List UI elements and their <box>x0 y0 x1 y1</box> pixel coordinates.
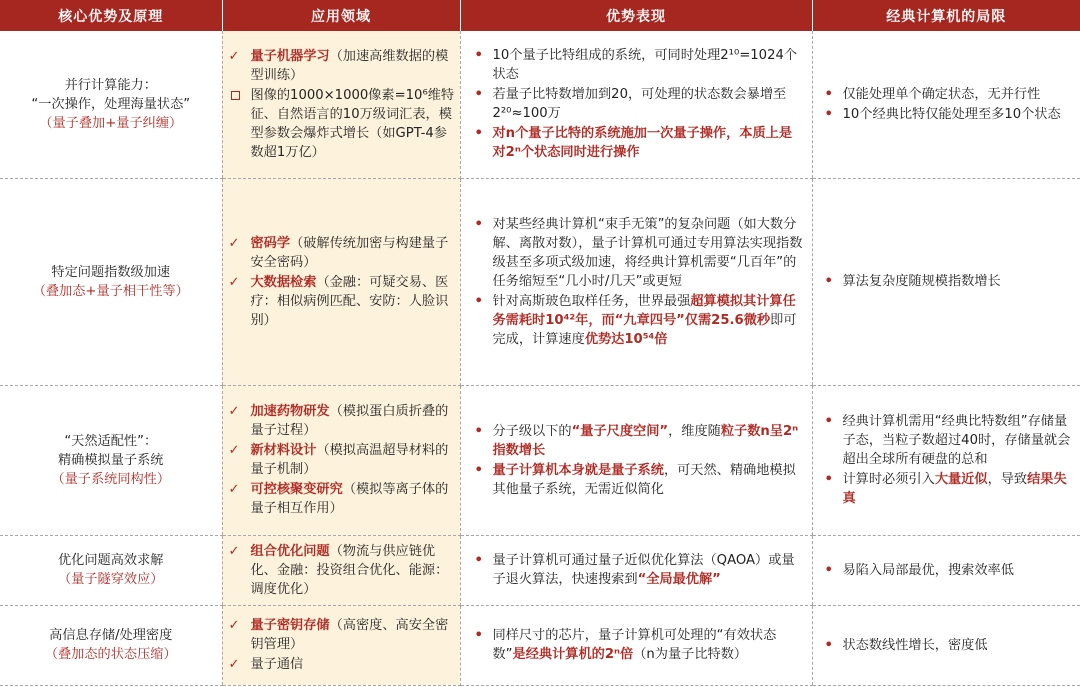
application-title: 量子密钥存储 <box>250 618 330 633</box>
application-item <box>229 480 456 518</box>
limitation-cell <box>812 535 1080 605</box>
advantage-cell <box>460 178 812 385</box>
limitation-cell <box>812 385 1080 535</box>
check-icon: ✓ <box>228 404 240 419</box>
application-item <box>229 655 456 674</box>
limitation-item <box>825 636 1075 655</box>
advantage-item <box>475 215 804 291</box>
bullet-icon: • <box>474 628 483 643</box>
limitation-text: 计算时必须引入 <box>842 472 935 487</box>
advantage-highlight: 粒子数n呈2ⁿ指数增长 <box>492 423 799 458</box>
table-row <box>0 605 1080 685</box>
advantage-item <box>475 85 804 123</box>
check-icon: ✓ <box>228 235 240 251</box>
application-item <box>229 234 456 272</box>
bullet-icon: • <box>474 87 483 103</box>
bullet-icon: • <box>824 562 833 578</box>
check-icon: ✓ <box>228 657 240 672</box>
application-desc: （模拟等离子体的量子相互作用） <box>250 482 449 516</box>
advantage-text: 量子计算机可通过量子近似优化算法（QAOA）或量子退火算法，快速搜索到 <box>492 553 795 587</box>
application-desc: 图像的1000×1000像素=10⁶维特征、自然语言的10万级词汇表，模型参数会爆炸式增长（如GPT-4参数超1万亿） <box>250 87 455 160</box>
header-principle: 核心优势及原理 <box>0 0 222 31</box>
bullet-icon: • <box>824 274 833 289</box>
application-cell <box>222 178 460 385</box>
application-title: 密码学 <box>250 235 291 251</box>
advantage-text: 即可完成，计算速度 <box>492 312 797 347</box>
advantage-item <box>475 124 804 162</box>
application-item <box>229 441 456 479</box>
application-cell <box>222 385 460 535</box>
check-icon: ✓ <box>228 482 240 497</box>
application-title: 新材料设计 <box>250 443 317 458</box>
limitation-cell <box>812 178 1080 385</box>
principle-cell <box>0 385 222 535</box>
bullet-icon: • <box>824 86 833 102</box>
application-title: 可控核聚变研究 <box>250 482 343 497</box>
header-row <box>0 0 1080 31</box>
advantage-text: ，维度随 <box>668 423 721 439</box>
advantage-cell <box>460 605 812 685</box>
advantage-item <box>475 626 804 664</box>
advantage-cell <box>460 535 812 605</box>
principle-title: 高信息存储/处理密度 <box>49 628 173 643</box>
bullet-icon: • <box>824 637 833 653</box>
bullet-icon: • <box>474 48 483 64</box>
principle-subtitle: （量子叠加+量子纠缠） <box>39 115 183 131</box>
advantage-text: 10个量子比特组成的系统，可同时处理2¹⁰=1024个状态 <box>492 48 798 83</box>
principle-title: 优化问题高效求解 <box>58 553 164 568</box>
application-title: 量子机器学习 <box>250 48 330 64</box>
application-item <box>229 616 456 654</box>
advantage-text: 针对高斯玻色取样任务，世界最强 <box>492 293 691 309</box>
table-row <box>0 178 1080 385</box>
header-advantage: 优势表现 <box>460 0 812 31</box>
limitation-text: 算法复杂度随规模指数增长 <box>842 274 1001 289</box>
square-bullet-icon <box>229 86 251 162</box>
application-desc: 量子通信 <box>250 657 304 672</box>
limitation-highlight: 大量近似 <box>934 472 988 487</box>
table-row <box>0 31 1080 178</box>
principle-cell <box>0 535 222 605</box>
limitation-item <box>825 105 1075 124</box>
advantage-item <box>475 551 804 589</box>
application-desc: （模拟蛋白质折叠的量子过程） <box>250 404 449 438</box>
bullet-icon: • <box>474 423 483 439</box>
principle-title: “天然适配性”： <box>64 433 158 449</box>
advantage-text: 分子级以下的 <box>492 423 572 439</box>
check-icon: ✓ <box>228 48 240 64</box>
application-desc: （金融：可疑交易、医疗：相似病例匹配、安防：人脸识别） <box>250 274 449 328</box>
application-item <box>229 86 456 162</box>
limitation-text: 10个经典比特仅能处理至多10个状态 <box>842 106 1061 122</box>
application-title: 加速药物研发 <box>250 404 330 419</box>
application-title: 组合优化问题 <box>250 543 330 559</box>
bullet-icon: • <box>474 293 483 309</box>
advantage-cell <box>460 31 812 178</box>
application-cell <box>222 605 460 685</box>
principle-title: 并行计算能力： <box>64 77 157 93</box>
bullet-icon: • <box>824 414 833 429</box>
limitation-text: 易陷入局部最优，搜索效率低 <box>842 562 1014 578</box>
principle-cell <box>0 605 222 685</box>
application-desc: （模拟高温超导材料的量子机制） <box>250 443 449 477</box>
principle-subtitle: （量子隧穿效应） <box>58 572 164 587</box>
bullet-icon: • <box>474 216 483 232</box>
advantage-item <box>475 292 804 349</box>
principle-title: 特定问题指数级加速 <box>51 264 171 280</box>
application-item <box>229 402 456 440</box>
application-cell <box>222 31 460 178</box>
principle-title: 精确模拟量子系统 <box>58 452 164 468</box>
limitation-item <box>825 561 1075 580</box>
limitation-text: 状态数线性增长，密度低 <box>842 637 988 653</box>
principle-subtitle: （叠加态的状态压缩） <box>44 647 177 662</box>
advantage-item <box>475 461 804 499</box>
advantage-highlight: 优势达10⁵⁴倍 <box>584 331 668 347</box>
application-title: 大数据检索 <box>250 274 317 290</box>
advantage-item <box>475 422 804 460</box>
check-icon: ✓ <box>228 443 240 458</box>
principle-cell <box>0 31 222 178</box>
principle-title: “一次操作，处理海量状态” <box>31 96 191 112</box>
advantage-text: 同样尺寸的芯片，量子计算机可处理的“有效状态数” <box>492 628 777 662</box>
limitation-cell <box>812 31 1080 178</box>
limitation-item <box>825 272 1075 291</box>
limitation-item <box>825 412 1075 469</box>
advantage-highlight: 超算模拟其计算任务需耗时10⁴²年，而“九章四号”仅需25.6微秒 <box>492 293 796 328</box>
check-icon: ✓ <box>228 274 240 290</box>
advantage-text: ，可天然、精确地模拟其他量子系统，无需近似简化 <box>492 462 796 497</box>
check-icon: ✓ <box>228 618 240 633</box>
header-limitation: 经典计算机的局限 <box>812 0 1080 31</box>
limitation-text: 经典计算机需用“经典比特数组”存储量子态，当粒子数超过40时，存储量就会超出全球所有硬盘的总和 <box>842 414 1071 467</box>
application-desc: （高密度、高安全密钥管理） <box>250 618 449 652</box>
bullet-icon: • <box>474 126 483 142</box>
principle-cell <box>0 178 222 385</box>
application-desc: （破解传统加密与构建量子安全密码） <box>250 235 449 270</box>
principle-subtitle: （量子系统同构性） <box>51 471 171 487</box>
application-item <box>229 273 456 330</box>
application-item <box>229 542 456 599</box>
limitation-text: 仅能处理单个确定状态，无并行性 <box>842 86 1041 102</box>
application-desc: （物流与供应链优化、金融：投资组合优化、能源：调度优化） <box>250 543 449 597</box>
application-desc: （加速高维数据的模型训练） <box>250 48 449 83</box>
table-row <box>0 385 1080 535</box>
limitation-cell <box>812 605 1080 685</box>
limitation-text: ，导致 <box>987 472 1028 487</box>
bullet-icon: • <box>824 472 833 487</box>
advantage-highlight: “全局最优解” <box>637 572 721 587</box>
header-application: 应用领域 <box>222 0 460 31</box>
advantage-text: 若量子比特数增加到20，可处理的状态数会暴增至2²⁰≈100万 <box>492 87 787 122</box>
advantage-highlight: 对n个量子比特的系统施加一次量子操作，本质上是对2ⁿ个状态同时进行操作 <box>492 126 793 161</box>
limitation-highlight: 结果失真 <box>842 472 1067 506</box>
bullet-icon: • <box>824 106 833 122</box>
limitation-item <box>825 85 1075 104</box>
advantage-text: （n为量子比特数） <box>633 647 748 662</box>
advantage-highlight: “量子尺度空间” <box>571 423 669 439</box>
principle-subtitle: （叠加态+量子相干性等） <box>32 283 189 299</box>
check-icon: ✓ <box>228 543 240 559</box>
advantage-item <box>475 46 804 84</box>
limitation-item <box>825 470 1075 508</box>
bullet-icon: • <box>474 553 483 568</box>
application-item <box>229 47 456 85</box>
advantage-highlight: 量子计算机本身就是量子系统 <box>492 462 664 478</box>
advantage-highlight: 是经典计算机的2ⁿ倍 <box>512 647 634 662</box>
application-cell <box>222 535 460 605</box>
bullet-icon: • <box>474 462 483 478</box>
advantage-text: 对某些经典计算机“束手无策”的复杂问题（如大数分解、离散对数），量子计算机可通过专用算法实现指数级甚至多项式级加速，将经典计算机需要“几百年”的任务缩短至“几小时/几天”或更短 <box>492 216 803 289</box>
table-row <box>0 535 1080 605</box>
advantage-cell <box>460 385 812 535</box>
